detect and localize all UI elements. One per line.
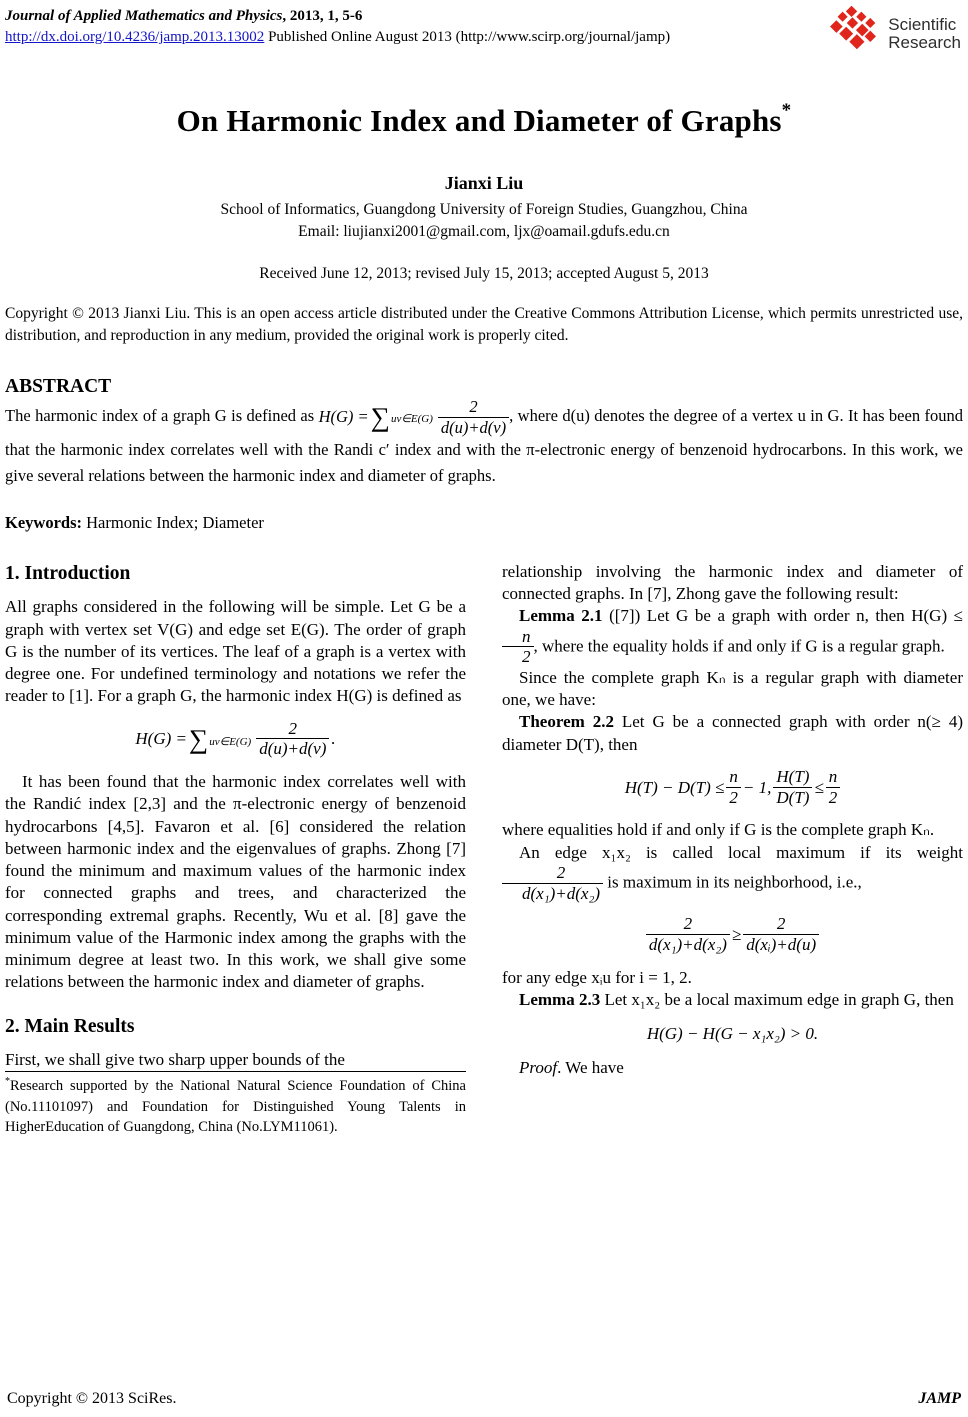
lemma-2-3: [502, 989, 963, 1011]
fraction-numerator: 2: [556, 862, 566, 882]
sum-operator: [370, 402, 436, 433]
proof-label: Proof: [519, 1058, 558, 1078]
abstract-tail: , where d(u) denotes the degree of a vertex u in G. It has been found that the harmonic index correlates well with the Randi c′ index and with the π-electronic energy of benzenoid hydrocarbons. In this work, we give several relations between the harmonic index and diameter of graphs.: [5, 406, 963, 485]
formula-wrap: [625, 768, 841, 807]
intro-paragraph-1: All graphs considered in the following will be simple. Let G be a graph with vertex set V(G) and edge set E(G). The order of graph G is the number of its vertices. The leaf of a graph is a vertex with degree one. For undefined terminology and notations we refer the reader to [1]. For a graph G, the harmonic index H(G) is defined as: [5, 597, 466, 706]
page-footer: [7, 1390, 961, 1408]
fraction: [743, 915, 819, 954]
page-title: [5, 99, 963, 139]
title-footnote-mark: *: [781, 99, 792, 121]
fraction: [646, 915, 730, 954]
section-heading-main-results: 2. Main Results: [5, 1015, 135, 1037]
abstract-lead: The harmonic index of a graph G is defined as: [5, 406, 319, 426]
right-paragraph-4: [502, 842, 963, 904]
affiliation: School of Informatics, Guangdong University of Foreign Studies, Guangzhou, China: [220, 201, 748, 218]
proof-text: . We have: [557, 1058, 624, 1078]
formula-term: − 1,: [742, 777, 772, 797]
lemma-2-3-display-formula: H(G) − H(G − x₁x₂) > 0.: [646, 1024, 819, 1044]
fraction-denominator: d(xᵢ)+d(u): [743, 934, 819, 955]
theorem-2-2-display-formula: [502, 768, 963, 807]
abstract-heading: ABSTRACT: [5, 376, 112, 398]
formula-lhs: H(G) =: [135, 729, 187, 749]
footer-journal-abbrev: JAMP: [918, 1390, 961, 1407]
fraction-denominator: 2: [726, 787, 741, 808]
fraction-denominator: d(u)+d(v): [438, 417, 509, 437]
fraction-denominator: D(T): [773, 787, 812, 808]
right-paragraph-5: for any edge xᵢu for i = 1, 2.: [502, 967, 692, 987]
fraction-denominator: d(u)+d(v): [256, 738, 329, 759]
right-paragraph-1: relationship involving the harmonic index and diameter of connected graphs. In [7], Zhong gave the following result:: [502, 561, 963, 604]
title-text: On Harmonic Index and Diameter of Graphs: [176, 103, 782, 138]
sigma-glyph: ∑: [370, 402, 390, 433]
doi-link[interactable]: http://dx.doi.org/10.4236/jamp.2013.13002: [5, 29, 265, 45]
keywords-line: [5, 513, 963, 533]
footnote-text: Research supported by the National Natural Science Foundation of China (No.11101097) and Foundation for Distinguished Young Talents in HigherEducation of Guangdong, China (No.LYM11061).: [5, 1078, 466, 1135]
formula-term: H(T) − D(T) ≤: [624, 777, 725, 797]
lemma-2-1-text-2: , where the equality holds if and only if G is a regular graph.: [533, 636, 945, 656]
fraction-numerator: H(T): [776, 767, 810, 787]
journal-line: [5, 6, 670, 27]
fraction: [826, 768, 841, 807]
fraction-denominator: d(x₁)+d(x₂): [646, 934, 730, 955]
sum-operator: [188, 723, 254, 754]
footnote-mark: *: [5, 1076, 10, 1088]
right-paragraph-2: Since the complete graph Kₙ is a regular graph with diameter one, we have:: [502, 667, 963, 710]
abstract-paragraph: [5, 398, 963, 488]
left-column: [5, 561, 466, 1137]
intro-paragraph-2: It has been found that the harmonic index correlates well with the Randić index [2,3] and the π-electronic energy of benzenoid hydrocarbons [4,5]. Favaron et al. [6] considered the relation between harmonic index and the eigenvalues of graphs. Zhong [7] found the minimum and maximum values of the harmonic index for connected graphs and trees, and characterized the corresponding extremal graphs. Recently, Wu et al. [8] gave the minimum value of the Harmonic index among the graphs with the minimum degree at least two. In this work, we shall give some relations between the harmonic index and diameter of graphs.: [5, 772, 466, 992]
doi-line: [5, 27, 670, 48]
fraction-numerator: n: [729, 767, 738, 787]
sigma-glyph: ∑: [188, 723, 209, 754]
two-column-body: [5, 561, 963, 1137]
fraction-numerator: 2: [683, 914, 693, 934]
theorem-2-2-text: Let G be a connected graph with order n(≥ 4) diameter D(T), then: [502, 712, 963, 754]
right-column: [502, 561, 963, 1137]
lemma-2-3-text: Let x₁x₂ be a local maximum edge in graph G, then: [600, 989, 954, 1009]
footer-copyright: Copyright © 2013 SciRes.: [7, 1390, 177, 1407]
copyright-notice: Copyright © 2013 Jianxi Liu. This is an open access article distributed under the Creative Commons Attribution License, which permits unrestricted use, distribution, and reproduction in any medium, provided the original work is properly cited.: [5, 305, 963, 344]
abstract-inline-formula: [319, 398, 510, 436]
email-line: Email: liujianxi2001@gmail.com, ljx@oamail.gdufs.edu.cn: [298, 223, 670, 240]
neighborhood-display-formula: [502, 915, 963, 954]
published-text: Published Online August 2013 (http://www.scirp.org/journal/jamp): [264, 29, 671, 45]
fraction: [502, 628, 534, 667]
fraction: [438, 398, 509, 436]
lemma-2-1-label: Lemma 2.1: [519, 606, 603, 626]
sum-subscript: uv∈E(G): [390, 412, 433, 425]
publisher-name-line2: Research: [888, 32, 961, 52]
journal-info: [5, 6, 670, 48]
author-name: Jianxi Liu: [444, 173, 524, 193]
lemma-2-1: [502, 605, 963, 667]
proof-line: [502, 1057, 963, 1079]
journal-issue: , 2013, 1, 5-6: [282, 8, 363, 24]
local-maximum-text-2: is maximum in its neighborhood, i.e.,: [603, 872, 862, 892]
publisher-logo: [829, 6, 963, 61]
fraction-numerator: n: [522, 626, 531, 646]
formula-wrap: [135, 720, 335, 759]
fraction-denominator: d(x₁)+d(x₂): [502, 883, 603, 904]
fraction: [256, 720, 329, 759]
fraction-numerator: 2: [469, 397, 478, 417]
scirp-diamonds-icon: [829, 6, 883, 61]
lemma-2-1-text: ([7]) Let G be a graph with order n, then H(G) ≤: [602, 606, 963, 626]
fraction: [502, 864, 603, 903]
main-results-paragraph-1: First, we shall give two sharp upper bounds of the: [5, 1050, 345, 1070]
keywords-text: Harmonic Index; Diameter: [82, 512, 264, 532]
local-maximum-text: An edge x₁x₂ is called local maximum if its weight: [519, 842, 963, 862]
journal-name: Journal of Applied Mathematics and Physics: [5, 8, 283, 24]
received-line: Received June 12, 2013; revised July 15, 2013; accepted August 5, 2013: [259, 265, 709, 282]
publisher-name: [888, 16, 961, 52]
fraction-numerator: 2: [776, 914, 786, 934]
section-heading-introduction: 1. Introduction: [5, 562, 131, 584]
theorem-2-2-label: Theorem 2.2: [519, 712, 614, 732]
right-paragraph-3: where equalities hold if and only if G is the complete graph Kₙ.: [502, 820, 935, 840]
harmonic-index-display-formula: [5, 720, 466, 759]
fraction: [726, 768, 741, 807]
page-header: [5, 6, 963, 61]
theorem-2-2: [502, 711, 963, 756]
lemma-2-3-label: Lemma 2.3: [519, 989, 601, 1009]
fraction-numerator: n: [828, 767, 838, 787]
fraction: [773, 768, 812, 807]
keywords-label: Keywords:: [5, 512, 82, 532]
formula-term: ≥: [731, 924, 742, 944]
fraction-numerator: 2: [288, 718, 298, 738]
formula-tail: .: [331, 729, 336, 749]
formula-wrap: [646, 915, 819, 954]
publisher-name-line1: Scientific: [888, 14, 957, 34]
sum-subscript: uv∈E(G): [209, 736, 252, 749]
formula-term: ≤: [814, 777, 824, 797]
fraction-denominator: 2: [502, 646, 534, 667]
footnote: [5, 1071, 466, 1137]
formula-lhs: H(G) =: [318, 407, 369, 427]
fraction-denominator: 2: [826, 787, 841, 808]
